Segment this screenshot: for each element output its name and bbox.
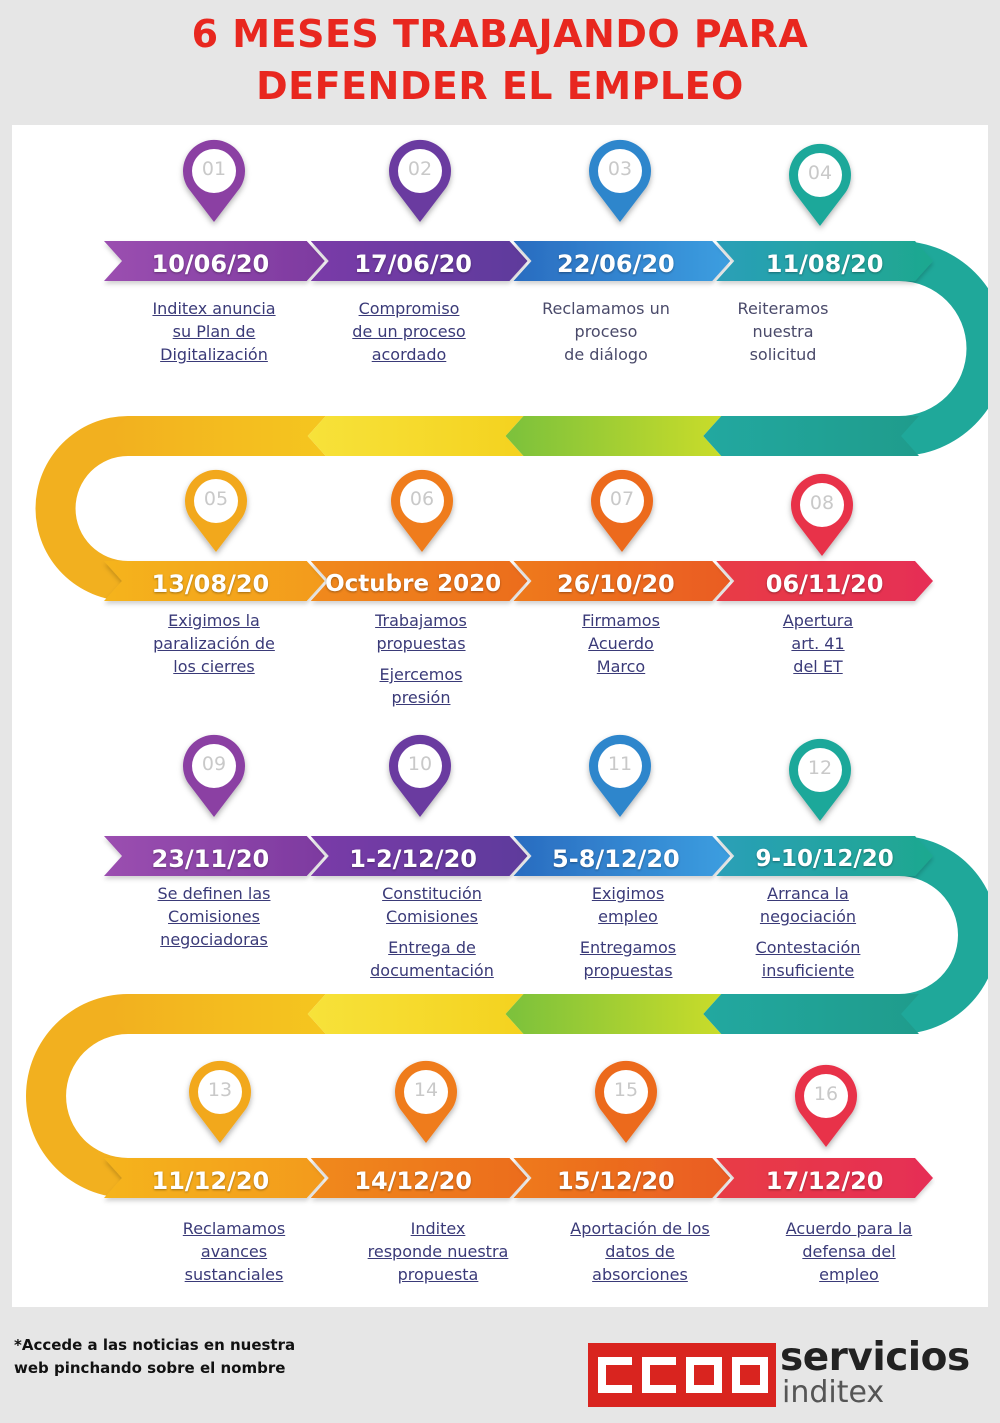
event-text: Reiteramos: [737, 299, 829, 318]
footnote-line-2: web pinchando sobre el nombre: [14, 1359, 286, 1377]
event-15[interactable]: [540, 1217, 740, 1286]
date-label-10: 1-2/12/20: [349, 845, 477, 873]
event-line: [540, 1217, 740, 1240]
event-link[interactable]: empleo: [819, 1265, 879, 1284]
event-line: [332, 905, 532, 928]
pin-marker-09: [183, 735, 245, 817]
ccoo-logo: [588, 1343, 776, 1407]
pin-number-04: 04: [807, 162, 833, 184]
date-label-08: 06/11/20: [765, 570, 884, 598]
event-gap: [321, 655, 521, 663]
pin-number-08: 08: [809, 492, 835, 514]
date-label-07: 26/10/20: [557, 570, 675, 598]
event-link[interactable]: Se definen las: [157, 884, 271, 903]
event-line: [114, 882, 314, 905]
event-line: [332, 936, 532, 959]
pin-marker-07: [591, 470, 653, 552]
event-link[interactable]: Entregamos: [579, 938, 677, 957]
date-label-16: 17/12/20: [765, 1167, 884, 1195]
event-link[interactable]: Contestación: [755, 938, 861, 957]
event-line: [309, 343, 509, 366]
event-14[interactable]: [338, 1217, 538, 1286]
pin-marker-11: [589, 735, 651, 817]
event-link[interactable]: del ET: [793, 657, 843, 676]
event-13[interactable]: [134, 1217, 334, 1286]
event-link[interactable]: los cierres: [173, 657, 255, 676]
event-08[interactable]: [718, 609, 918, 678]
pin-marker-01: [183, 140, 245, 222]
event-line: [321, 632, 521, 655]
pin-marker-03: [589, 140, 651, 222]
event-line: [338, 1240, 538, 1263]
pin-number-13: 13: [207, 1079, 233, 1101]
event-text: de diálogo: [564, 345, 648, 364]
event-line: [332, 959, 532, 982]
event-line: [114, 655, 314, 678]
event-line: [321, 686, 521, 709]
event-line: [528, 882, 728, 905]
event-link[interactable]: Ejercemos: [379, 665, 463, 684]
event-text: solicitud: [749, 345, 817, 364]
track-return-1-segment-4: [703, 416, 919, 456]
event-link[interactable]: Entrega de: [388, 938, 476, 957]
event-link[interactable]: paralización de: [153, 634, 275, 653]
date-label-03: 22/06/20: [557, 250, 675, 278]
event-link[interactable]: sustanciales: [184, 1265, 284, 1284]
ccoo-logo-mark: CCOO: [682, 1402, 688, 1404]
track-return-2-segment-1: [110, 994, 326, 1034]
event-line: [506, 297, 706, 320]
event-02[interactable]: [309, 297, 509, 366]
pin-number-11: 11: [607, 753, 633, 775]
event-04: [683, 297, 883, 366]
event-line: [749, 1217, 949, 1240]
event-link[interactable]: Compromiso: [358, 299, 460, 318]
track-return-2-segment-3: [506, 994, 722, 1034]
pin-number-10: 10: [407, 753, 433, 775]
event-link[interactable]: Marco: [596, 657, 646, 676]
date-label-01: 10/06/20: [151, 250, 270, 278]
event-link[interactable]: propuesta: [397, 1265, 479, 1284]
event-line: [309, 320, 509, 343]
footnote-line-1: *Accede a las noticias en nuestra: [14, 1336, 296, 1354]
title-line-2: DEFENDER EL EMPLEO: [256, 64, 744, 108]
pin-marker-12: [789, 739, 851, 821]
event-link[interactable]: Aportación de los: [570, 1219, 710, 1238]
date-label-04: 11/08/20: [765, 250, 884, 278]
event-line: [506, 343, 706, 366]
track-return-2-segment-2: [308, 994, 524, 1034]
pin-number-06: 06: [409, 488, 435, 510]
event-line: [134, 1217, 334, 1240]
event-link[interactable]: de un proceso: [352, 322, 466, 341]
event-link[interactable]: presión: [391, 688, 451, 707]
event-line: [134, 1263, 334, 1286]
footnote: [14, 1334, 295, 1380]
event-line: [332, 882, 532, 905]
event-link[interactable]: insuficiente: [761, 961, 855, 980]
event-12[interactable]: [708, 882, 908, 982]
event-11[interactable]: [528, 882, 728, 982]
logo-servicios: servicios: [780, 1335, 970, 1380]
event-01[interactable]: [114, 297, 314, 366]
event-line: [506, 320, 706, 343]
event-gap: [528, 928, 728, 936]
event-09[interactable]: [114, 882, 314, 951]
event-line: [521, 655, 721, 678]
pin-number-12: 12: [807, 757, 833, 779]
date-label-09: 23/11/20: [151, 845, 270, 873]
pin-marker-06: [391, 470, 453, 552]
event-line: [749, 1240, 949, 1263]
track-return-1-segment-2: [308, 416, 524, 456]
event-line: [338, 1217, 538, 1240]
event-link[interactable]: empleo: [598, 907, 658, 926]
event-text: Reclamamos un: [542, 299, 670, 318]
event-line: [708, 936, 908, 959]
page-title: [0, 8, 1000, 112]
date-label-12: 9-10/12/20: [755, 846, 894, 872]
event-line: [521, 609, 721, 632]
event-line: [749, 1263, 949, 1286]
title-line-1: 6 MESES TRABAJANDO PARA: [191, 12, 809, 56]
track-return-1-segment-1: [110, 416, 326, 456]
event-link[interactable]: Trabajamos: [375, 611, 467, 630]
event-line: [114, 297, 314, 320]
event-link[interactable]: Acuerdo para la: [785, 1219, 913, 1238]
pin-marker-16: [795, 1065, 857, 1147]
event-link[interactable]: propuestas: [583, 961, 673, 980]
event-gap: [332, 928, 532, 936]
event-link[interactable]: documentación: [370, 961, 494, 980]
event-line: [718, 655, 918, 678]
event-link[interactable]: absorciones: [592, 1265, 688, 1284]
pin-marker-04: [789, 144, 851, 226]
event-link[interactable]: Constitución: [382, 884, 482, 903]
pin-number-16: 16: [813, 1083, 839, 1105]
event-link[interactable]: Apertura: [782, 611, 854, 630]
event-link[interactable]: datos de: [605, 1242, 675, 1261]
event-link[interactable]: art. 41: [791, 634, 845, 653]
event-line: [338, 1263, 538, 1286]
event-link[interactable]: Exigimos: [591, 884, 665, 903]
timeline-panel: [12, 125, 988, 1307]
event-link[interactable]: acordado: [371, 345, 447, 364]
event-line: [114, 609, 314, 632]
pin-marker-14: [395, 1061, 457, 1143]
event-line: [540, 1263, 740, 1286]
event-line: [528, 936, 728, 959]
event-line: [683, 320, 883, 343]
date-label-13: 11/12/20: [151, 1167, 270, 1195]
date-label-06: Octubre 2020: [325, 571, 502, 597]
event-line: [683, 343, 883, 366]
date-label-02: 17/06/20: [354, 250, 472, 278]
pin-number-03: 03: [607, 158, 633, 180]
event-link[interactable]: defensa del: [802, 1242, 896, 1261]
date-label-11: 5-8/12/20: [552, 845, 680, 873]
event-10[interactable]: [332, 882, 532, 982]
event-link[interactable]: Acuerdo: [588, 634, 654, 653]
pin-number-02: 02: [407, 158, 433, 180]
event-line: [540, 1240, 740, 1263]
pin-number-15: 15: [613, 1079, 639, 1101]
event-line: [528, 905, 728, 928]
event-gap: [708, 928, 908, 936]
event-text: proceso: [574, 322, 638, 341]
event-16[interactable]: [749, 1217, 949, 1286]
event-05[interactable]: [114, 609, 314, 678]
event-line: [114, 928, 314, 951]
event-link[interactable]: Arranca la: [767, 884, 849, 903]
event-link[interactable]: Exigimos la: [168, 611, 260, 630]
event-line: [708, 959, 908, 982]
pin-marker-15: [595, 1061, 657, 1143]
track-return-2-segment-4: [703, 994, 919, 1034]
event-07[interactable]: [521, 609, 721, 678]
pin-number-05: 05: [203, 488, 229, 510]
pin-marker-08: [791, 474, 853, 556]
event-text: nuestra: [752, 322, 814, 341]
event-link[interactable]: responde nuestra: [367, 1242, 509, 1261]
event-line: [528, 959, 728, 982]
event-link[interactable]: Inditex: [410, 1219, 466, 1238]
pin-marker-05: [185, 470, 247, 552]
event-line: [708, 905, 908, 928]
event-line: [114, 905, 314, 928]
event-link[interactable]: Firmamos: [582, 611, 660, 630]
event-link[interactable]: negociación: [759, 907, 857, 926]
pin-number-14: 14: [413, 1079, 439, 1101]
event-link[interactable]: propuestas: [376, 634, 466, 653]
date-label-15: 15/12/20: [557, 1167, 675, 1195]
date-label-14: 14/12/20: [354, 1167, 472, 1195]
date-label-05: 13/08/20: [151, 570, 270, 598]
pin-marker-10: [389, 735, 451, 817]
event-link[interactable]: Digitalización: [160, 345, 268, 364]
event-link[interactable]: avances: [200, 1242, 268, 1261]
track-return-1-segment-3: [506, 416, 722, 456]
event-03: [506, 297, 706, 366]
pin-marker-13: [189, 1061, 251, 1143]
event-link[interactable]: negociadoras: [160, 930, 268, 949]
event-line: [718, 609, 918, 632]
pin-number-01: 01: [201, 158, 227, 180]
pin-number-07: 07: [609, 488, 635, 510]
event-line: [521, 632, 721, 655]
event-link[interactable]: Comisiones: [386, 907, 478, 926]
event-06[interactable]: [321, 609, 521, 709]
event-link[interactable]: Reclamamos: [182, 1219, 286, 1238]
event-line: [134, 1240, 334, 1263]
pin-marker-02: [389, 140, 451, 222]
pin-number-09: 09: [201, 753, 227, 775]
event-line: [708, 882, 908, 905]
event-line: [321, 609, 521, 632]
event-link[interactable]: Comisiones: [168, 907, 260, 926]
event-line: [321, 663, 521, 686]
event-line: [309, 297, 509, 320]
event-line: [114, 343, 314, 366]
event-link[interactable]: Inditex anuncia: [152, 299, 276, 318]
logo-inditex: inditex: [782, 1375, 885, 1410]
event-link[interactable]: su Plan de: [172, 322, 256, 341]
event-line: [718, 632, 918, 655]
event-line: [683, 297, 883, 320]
event-line: [114, 320, 314, 343]
event-line: [114, 632, 314, 655]
